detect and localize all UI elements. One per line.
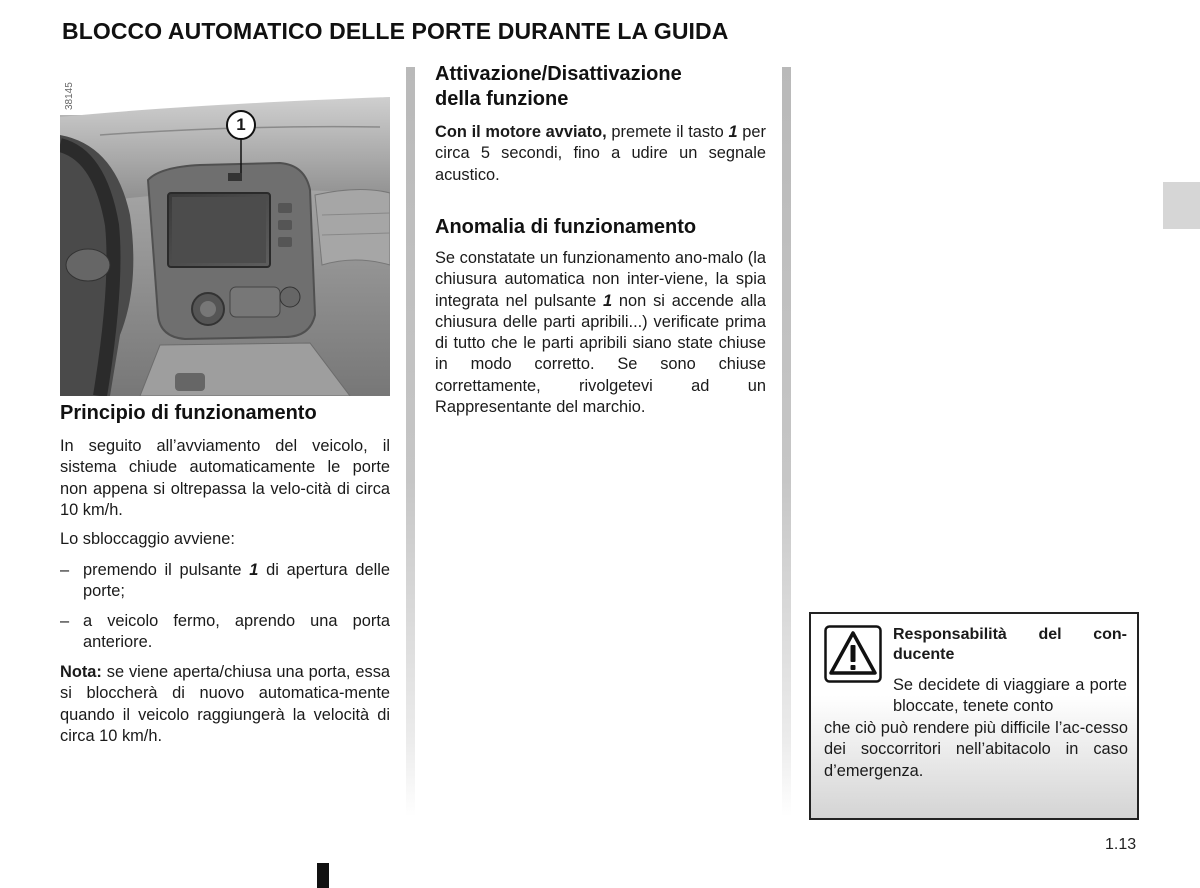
button-ref: 1	[603, 291, 613, 310]
heading-anomaly: Anomalia di funzionamento	[435, 216, 697, 238]
column-separator	[406, 67, 415, 817]
list-item: – premendo il pulsante 1 di apertura delle porte;	[60, 561, 390, 601]
page-number: 1.13	[1105, 836, 1137, 853]
heading-activation: Attivazione/Disattivazione della funzione	[435, 63, 682, 110]
figure-ref-code: 38145	[64, 82, 75, 110]
paragraph-unlock: Lo sbloccaggio avviene:	[60, 530, 235, 548]
list-dash: –	[60, 561, 70, 579]
print-mark	[317, 863, 329, 888]
warning-title: Responsabilità del con-ducente	[893, 626, 1127, 663]
paragraph-intro: In seguito all’avviamento del veicolo, il sistema chiude automaticamente le porte non appena si oltrepassa la velo-cità di circa 10 km/h.	[60, 437, 390, 519]
paragraph-anomaly: Se constatate un funzionamento ano-malo (la chiusura automatica non inter-viene, la spia integrata nel pulsante 1 non si accende alla chiusura delle parti apribili...) verificate prima di tutto che le parti apribili siano state chiuse in modo corretto. Se sono chiuse correttamente, rivolgetevi ad un Rappresentante del marchio.	[435, 249, 766, 417]
callout-marker-1: 1	[226, 110, 256, 140]
paragraph-note: Nota: se viene aperta/chiusa una porta, essa si bloccherà di nuovo automatica-mente quando il veicolo raggiungerà la velocità di circa 10 km/h.	[60, 663, 390, 745]
list-dash: –	[60, 612, 70, 630]
section-tab	[1163, 182, 1200, 229]
warning-text: Se decidete di viaggiare a porte bloccate, tenete conto	[893, 676, 1127, 716]
dashboard-figure	[60, 75, 390, 396]
paragraph-activation: Con il motore avviato, premete il tasto 1 per circa 5 secondi, fino a udire un segnale acustico.	[435, 123, 766, 184]
warning-text-continued: che ciò può rendere più difficile l’ac-cesso dei soccorritori nell’abitacolo in caso d’emergenza.	[824, 719, 1128, 780]
heading-principle: Principio di funzionamento	[60, 402, 317, 424]
button-ref: 1	[249, 561, 259, 579]
note-label: Nota:	[60, 663, 102, 681]
warning-box	[809, 612, 1139, 820]
button-ref: 1	[728, 123, 738, 141]
column-separator	[782, 67, 791, 817]
warning-triangle-icon	[824, 625, 882, 683]
list-item: – a veicolo fermo, aprendo una porta anteriore.	[60, 612, 390, 652]
page-title: BLOCCO AUTOMATICO DELLE PORTE DURANTE LA GUIDA	[62, 18, 729, 44]
